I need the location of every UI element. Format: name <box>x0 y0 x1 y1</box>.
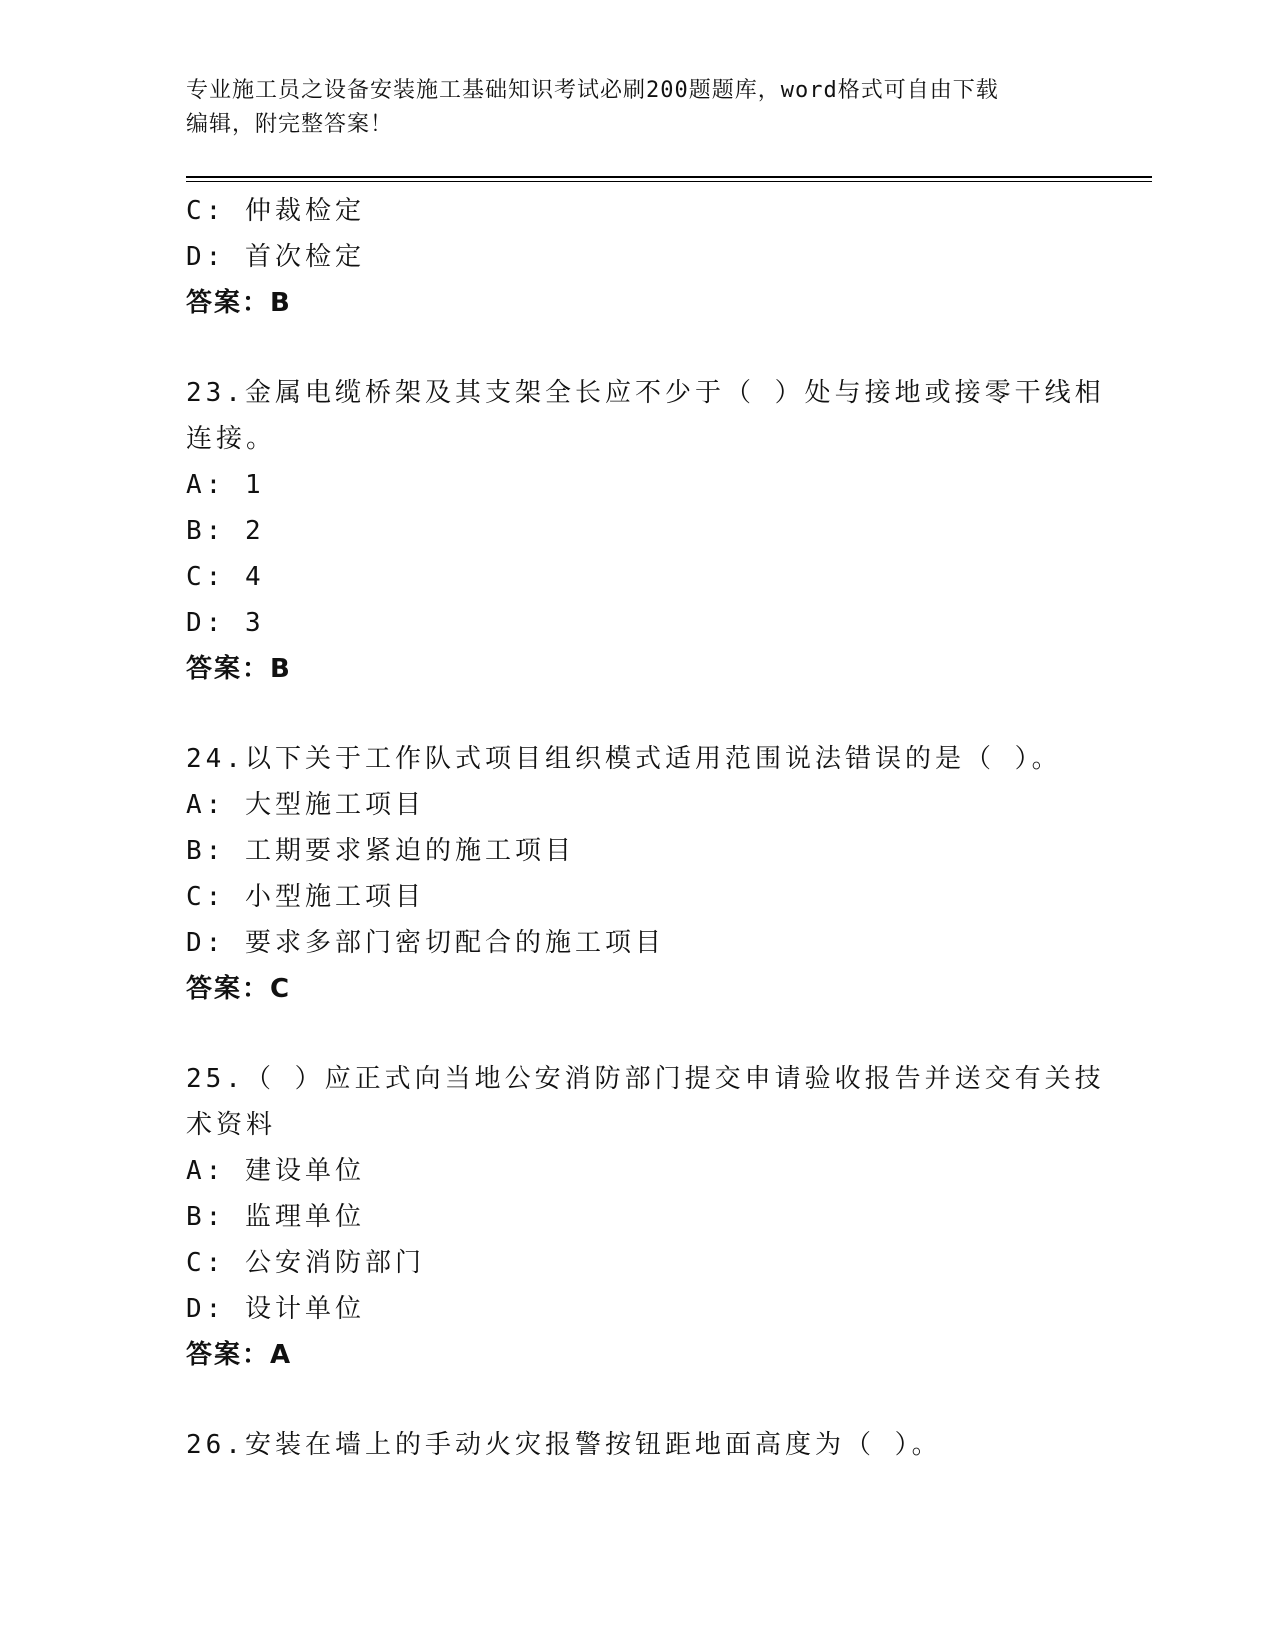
question-25-text: 25.（ ）应正式向当地公安消防部门提交申请验收报告并送交有关技 <box>186 1064 1105 1094</box>
document-header <box>186 74 1086 142</box>
question-content <box>186 188 1105 1468</box>
option-d: D: 要求多部门密切配合的施工项目 <box>186 928 665 958</box>
question-26-text: 26.安装在墙上的手动火灾报警按钮距地面高度为（ ）。 <box>186 1430 942 1460</box>
answer: 答案：A <box>186 1340 293 1370</box>
header-line-2: 编辑，附完整答案！ <box>186 112 394 137</box>
option-b: B: 工期要求紧迫的施工项目 <box>186 836 575 866</box>
question-25-text-cont: 术资料 <box>186 1110 277 1140</box>
option-d: D: 3 <box>186 608 265 638</box>
option-d: D: 设计单位 <box>186 1294 365 1324</box>
option-c: C: 公安消防部门 <box>186 1248 425 1278</box>
option-c: C: 4 <box>186 562 265 592</box>
header-divider-thin <box>186 181 1152 182</box>
option-a: A: 大型施工项目 <box>186 790 425 820</box>
option-c: C: 仲裁检定 <box>186 196 365 226</box>
answer: 答案：C <box>186 974 292 1004</box>
question-24-text: 24.以下关于工作队式项目组织模式适用范围说法错误的是（ ）。 <box>186 744 1062 774</box>
option-a: A: 1 <box>186 470 265 500</box>
header-divider-thick <box>186 176 1152 178</box>
option-a: A: 建设单位 <box>186 1156 365 1186</box>
header-line-1: 专业施工员之设备安装施工基础知识考试必刷200题题库，word格式可自由下载 <box>186 78 999 103</box>
option-d: D: 首次检定 <box>186 242 365 272</box>
answer: 答案：B <box>186 654 292 684</box>
option-b: B: 2 <box>186 516 265 546</box>
question-23-text-cont: 连接。 <box>186 424 277 454</box>
question-23-text: 23.金属电缆桥架及其支架全长应不少于（ ）处与接地或接零干线相 <box>186 378 1105 408</box>
option-b: B: 监理单位 <box>186 1202 365 1232</box>
option-c: C: 小型施工项目 <box>186 882 425 912</box>
answer: 答案：B <box>186 288 292 318</box>
